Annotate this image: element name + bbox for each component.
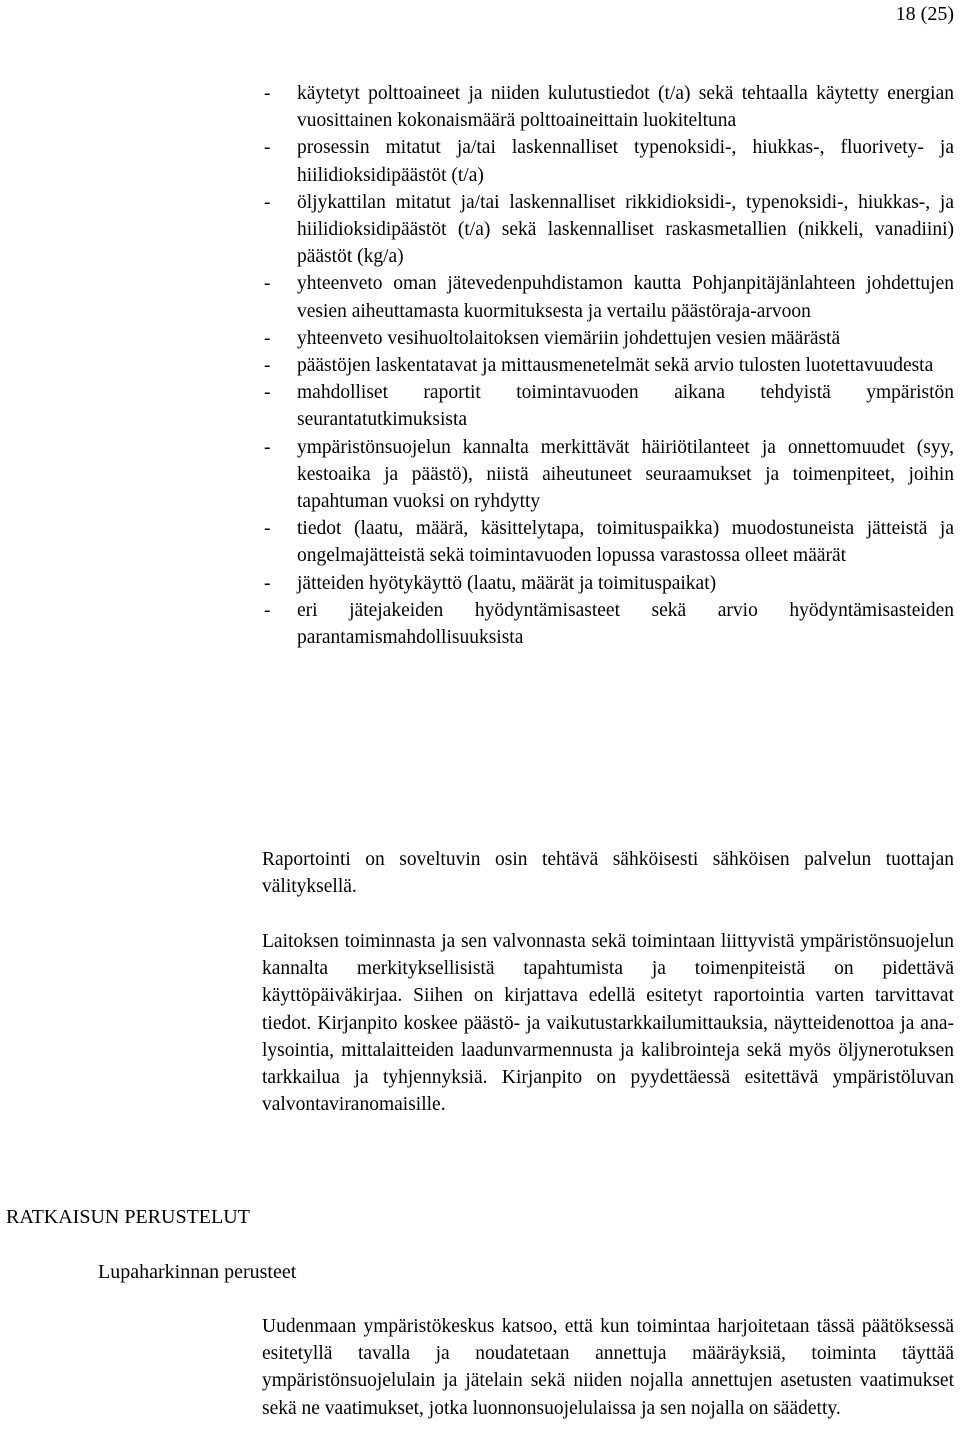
- list-item: - yhteenveto oman jätevedenpuhdistamon kautta Pohjanpitäjänlahteen johdettujen vesien aiheuttamasta kuormituksesta ja vertailu päästöraja-arvoon: [262, 270, 954, 324]
- reporting-paragraph: Raportointi on soveltuvin osin tehtävä sähköisesti sähköisen palvelun tuottajan välityksellä.: [262, 849, 954, 898]
- reporting-requirements-list: [262, 80, 954, 651]
- sub-heading: Lupaharkinnan perusteet: [98, 1261, 297, 1283]
- list-item: - mahdolliset raportit toimintavuoden aikana tehdyistä ympäristön seurantatutkimuksista: [262, 379, 954, 433]
- list-item: - eri jätejakeiden hyödyntämisasteet sekä arvio hyödyntämisasteiden parantamismahdollisuuksista: [262, 597, 954, 651]
- list-item: - yhteenveto vesihuoltolaitoksen viemäriin johdettujen vesien määrästä: [262, 325, 954, 352]
- section-heading: RATKAISUN PERUSTELUT: [6, 1206, 250, 1228]
- list-item: - käytetyt polttoaineet ja niiden kulutustiedot (t/a) sekä tehtaalla käytetty energian vuosittainen kokonaismäärä polttoaineittain luokiteltuna: [262, 80, 954, 134]
- page-number: 18 (25): [895, 3, 954, 25]
- grounds-paragraph: Uudenmaan ympäristökeskus katsoo, että kun toimintaa harjoitetaan tässä päätöksessä esitetyllä tavalla ja noudatetaan annettuja määräyksiä, toiminta täyttää ympäristönsuojelulain ja jätelain sekä niiden nojalla annettujen asetusten vaatimukset sekä ne vaatimukset, jotka luonnonsuojelulaissa ja sen nojalla on säädetty.: [262, 1316, 954, 1419]
- reporting-requirements-list-container: [262, 80, 954, 651]
- list-item: - ympäristönsuojelun kannalta merkittävät häiriötilanteet ja onnettomuudet (syy, kestoaika ja päästö), niistä aiheutuneet seuraamukset ja toimenpiteet, joihin tapahtuman vuoksi on ryhdytty: [262, 434, 954, 516]
- list-item: - jätteiden hyötykäyttö (laatu, määrät ja toimituspaikat): [262, 570, 954, 597]
- list-item: - päästöjen laskentatavat ja mittausmenetelmät sekä arvio tulosten luotettavuudesta: [262, 352, 954, 379]
- logbook-paragraph: Laitoksen toiminnasta ja sen valvonnasta sekä toimintaan liittyvistä ympäristönsuojelun kannalta merkityksellisistä tapahtumista ja toimenpiteistä on pidettävä käyttöpäiväkirjaa. Siihen on kirjattava edellä esitetyt raportointia varten tarvittavat tiedot. Kirjanpito koskee päästö- ja vaikutustarkkailumittauksia, näytteidenottoa ja analysointia, mittalaitteiden laadunvarmennusta ja kalibrointeja sekä myös öljynerotuksen tarkkailua ja tyhjennyksiä. Kirjanpito on pyydettäessä esitettävä ympäristöluvan valvontaviranomaisille.: [262, 931, 954, 1116]
- list-item: - öljykattilan mitatut ja/tai laskennalliset rikkidioksidi-, typenoksidi-, hiukkas-, ja hiilidioksidipäästöt (t/a) sekä laskennalliset raskasmetallien (nikkeli, vanadiini) päästöt (kg/a): [262, 189, 954, 271]
- list-item: - tiedot (laatu, määrä, käsittelytapa, toimituspaikka) muodostuneista jätteistä ja ongelmajätteistä sekä toimintavuoden lopussa varastossa olleet määrät: [262, 515, 954, 569]
- list-item: - prosessin mitatut ja/tai laskennalliset typenoksidi-, hiukkas-, fluorivety- ja hiilidioksidipäästöt (t/a): [262, 134, 954, 188]
